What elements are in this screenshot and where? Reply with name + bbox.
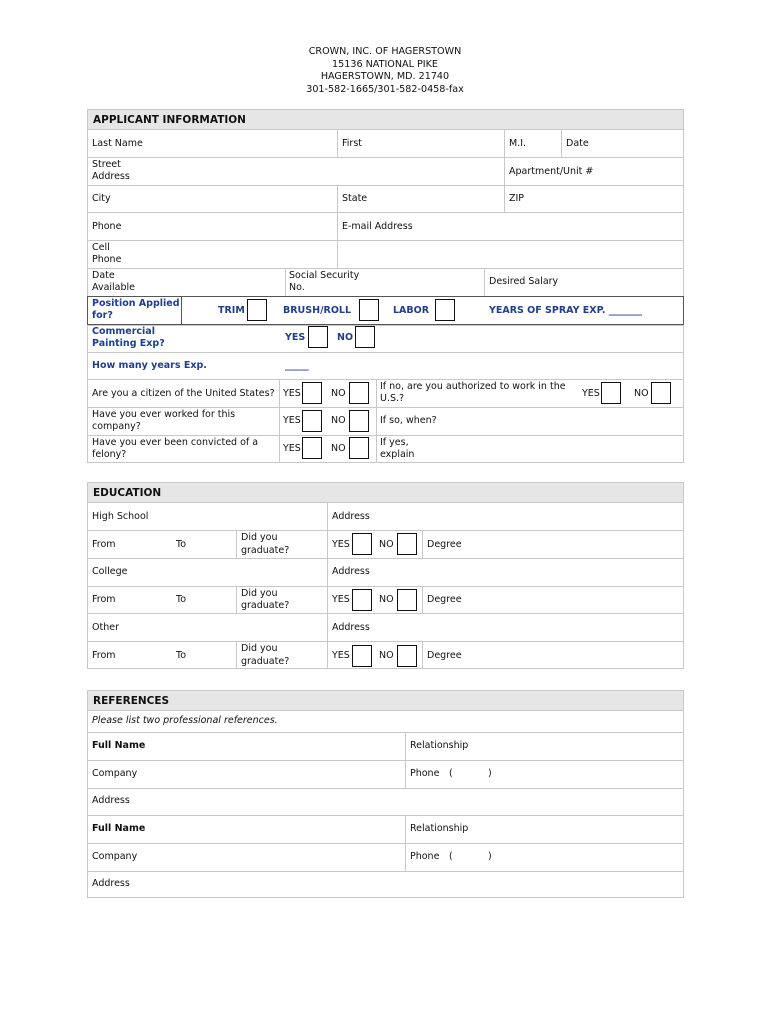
citizen-no-label: NO (331, 388, 346, 399)
company-city: HAGERSTOWN, MD. 21740 (320, 71, 450, 83)
college-from-label: From (92, 594, 116, 605)
street-label: Street (92, 159, 121, 170)
brush-roll-checkbox[interactable] (359, 299, 379, 321)
worked-yes-checkbox[interactable] (302, 410, 322, 432)
other-graduate-label: Did you (241, 643, 278, 654)
col-divider (337, 129, 338, 157)
ref1-phone-label: Phone (410, 768, 440, 779)
apt-label: Apartment/Unit # (509, 166, 594, 177)
row-divider (87, 613, 684, 614)
college-no-label: NO (379, 594, 394, 605)
col-divider (236, 530, 237, 558)
phone-label: Phone (92, 221, 122, 232)
citizen-label: Are you a citizen of the United States? (92, 388, 275, 399)
col-divider (561, 129, 562, 157)
references-section (87, 710, 684, 898)
row-divider (87, 760, 684, 761)
email-label: E-mail Address (342, 221, 413, 232)
applicant-section-title: APPLICANT INFORMATION (87, 109, 684, 130)
address-label: Address (92, 171, 130, 182)
ref1-full-name-label: Full Name (92, 740, 146, 751)
references-note: Please list two professional references. (92, 715, 278, 726)
company-header (0, 46, 770, 96)
ssn-label: Social Security (289, 270, 360, 281)
other-yes-checkbox[interactable] (352, 645, 372, 667)
row-divider (87, 407, 684, 408)
authorized-label: If no, are you authorized to work in the (380, 381, 566, 392)
position-label: Position Applied (92, 298, 180, 309)
col-divider (327, 502, 328, 669)
ref2-company-label: Company (92, 851, 138, 862)
row-divider (87, 435, 684, 436)
labor-checkbox[interactable] (435, 299, 455, 321)
explain-label: If yes, (380, 437, 409, 448)
commercial-yes-checkbox[interactable] (308, 326, 328, 348)
college-to-label: To (176, 594, 187, 605)
col-divider (279, 379, 280, 463)
row-divider (87, 558, 684, 559)
col-divider (376, 379, 377, 463)
spray-exp-label: YEARS OF SPRAY EXP. _______ (489, 305, 643, 316)
convicted-yes-checkbox[interactable] (302, 437, 322, 459)
col-divider (285, 268, 286, 296)
other-graduate-label-2: graduate? (241, 656, 290, 667)
row-divider (87, 325, 684, 326)
other-from-label: From (92, 650, 116, 661)
college-degree-label: Degree (427, 594, 462, 605)
other-no-checkbox[interactable] (397, 645, 417, 667)
ref2-phone-label: Phone (410, 851, 440, 862)
date-label: Date (566, 138, 589, 149)
row-divider (87, 185, 684, 186)
ref1-company-label: Company (92, 768, 138, 779)
company-phone-fax: 301-582-1665/301-582-0458-fax (306, 83, 464, 95)
ref2-relationship-label: Relationship (410, 823, 469, 834)
other-school-label: Other (92, 622, 119, 633)
col-divider (422, 530, 423, 558)
college-label: College (92, 566, 128, 577)
college-no-checkbox[interactable] (397, 589, 417, 611)
desired-salary-label: Desired Salary (489, 276, 559, 287)
ref2-full-name-label: Full Name (92, 823, 146, 834)
college-yes-label: YES (332, 594, 350, 605)
other-no-label: NO (379, 650, 394, 661)
date-available-label-2: Available (92, 282, 136, 293)
row-divider (87, 268, 337, 269)
commercial-label: Commercial (92, 326, 155, 337)
explain-label-2: explain (380, 449, 415, 460)
row-divider (87, 240, 684, 241)
convicted-label: Have you ever been convicted of a (92, 437, 259, 448)
years-exp-blank[interactable]: _____ (285, 360, 309, 371)
col-divider (405, 732, 406, 788)
col-divider (422, 586, 423, 613)
company-name: CROWN, INC. OF HAGERSTOWN (308, 46, 462, 57)
other-yes-label: YES (332, 650, 350, 661)
brush-roll-label: BRUSH/ROLL (283, 305, 352, 316)
education-section-title: EDUCATION (87, 482, 684, 503)
hs-graduate-label-2: graduate? (241, 545, 290, 556)
ref1-phone-paren-close: ) (488, 768, 492, 779)
col-divider (337, 212, 338, 268)
zip-label: ZIP (509, 193, 525, 204)
commercial-yes-label: YES (285, 332, 306, 343)
col-divider (181, 296, 182, 325)
col-divider (504, 185, 505, 212)
convicted-no-checkbox[interactable] (349, 437, 369, 459)
authorized-yes-checkbox[interactable] (601, 382, 621, 404)
college-graduate-label: Did you (241, 588, 278, 599)
other-degree-label: Degree (427, 650, 462, 661)
hs-yes-label: YES (332, 539, 350, 550)
other-to-label: To (176, 650, 187, 661)
worked-no-checkbox[interactable] (349, 410, 369, 432)
worked-yes-label: YES (283, 415, 301, 426)
commercial-no-checkbox[interactable] (355, 326, 375, 348)
college-address-label: Address (332, 566, 370, 577)
first-name-label: First (342, 138, 362, 149)
col-divider (504, 129, 505, 157)
row-divider (87, 157, 684, 158)
college-graduate-label-2: graduate? (241, 600, 290, 611)
citizen-no-checkbox[interactable] (349, 382, 369, 404)
trim-label: TRIM (218, 305, 245, 316)
trim-checkbox[interactable] (247, 299, 267, 321)
when-label: If so, when? (380, 415, 437, 426)
cell-phone-label: Phone (92, 254, 122, 265)
row-divider (87, 586, 684, 587)
state-label: State (342, 193, 368, 204)
ref1-phone-paren-open: ( (449, 768, 453, 779)
hs-graduate-label: Did you (241, 532, 278, 543)
row-divider (87, 843, 684, 844)
ref2-phone-paren-close: ) (488, 851, 492, 862)
convicted-no-label: NO (331, 443, 346, 454)
last-name-label: Last Name (92, 138, 143, 149)
row-divider (87, 641, 684, 642)
citizen-yes-label: YES (283, 388, 301, 399)
row-divider (87, 815, 684, 816)
col-divider (405, 815, 406, 871)
row-divider (87, 212, 684, 213)
commercial-label-2: Painting Exp? (92, 338, 165, 349)
years-exp-label: How many years Exp. (92, 360, 207, 371)
worked-label-2: company? (92, 421, 141, 432)
date-available-label: Date (92, 270, 115, 281)
ref2-phone-paren-open: ( (449, 851, 453, 862)
authorized-label-2: U.S.? (380, 393, 405, 404)
references-section-title: REFERENCES (87, 690, 684, 711)
col-divider (422, 641, 423, 669)
col-divider (236, 586, 237, 613)
row-divider (87, 788, 684, 789)
row-divider (87, 379, 684, 380)
hs-to-label: To (176, 539, 187, 550)
worked-label: Have you ever worked for this (92, 409, 236, 420)
other-address-label: Address (332, 622, 370, 633)
college-yes-checkbox[interactable] (352, 589, 372, 611)
col-divider (236, 641, 237, 669)
authorized-no-label: NO (634, 388, 649, 399)
labor-label: LABOR (393, 305, 430, 316)
cell-label: Cell (92, 242, 110, 253)
worked-no-label: NO (331, 415, 346, 426)
convicted-yes-label: YES (283, 443, 301, 454)
row-divider (87, 352, 684, 353)
ssn-label-2: No. (289, 282, 305, 293)
high-school-address-label: Address (332, 511, 370, 522)
row-divider (87, 732, 684, 733)
convicted-label-2: felony? (92, 449, 127, 460)
row-divider (337, 268, 684, 269)
hs-no-label: NO (379, 539, 394, 550)
col-divider (337, 185, 338, 212)
hs-no-checkbox[interactable] (397, 533, 417, 555)
ref1-relationship-label: Relationship (410, 740, 469, 751)
authorized-no-checkbox[interactable] (651, 382, 671, 404)
col-divider (484, 268, 485, 296)
ref1-address-label: Address (92, 795, 130, 806)
col-divider (504, 157, 505, 185)
high-school-label: High School (92, 511, 149, 522)
authorized-yes-label: YES (582, 388, 600, 399)
hs-yes-checkbox[interactable] (352, 533, 372, 555)
row-divider (87, 530, 684, 531)
company-street: 15136 NATIONAL PIKE (332, 58, 438, 70)
hs-from-label: From (92, 539, 116, 550)
position-label-2: for? (92, 310, 113, 321)
mi-label: M.I. (509, 138, 527, 149)
commercial-no-label: NO (337, 332, 354, 343)
row-divider (87, 871, 684, 872)
hs-degree-label: Degree (427, 539, 462, 550)
citizen-yes-checkbox[interactable] (302, 382, 322, 404)
city-label: City (92, 193, 111, 204)
ref2-address-label: Address (92, 878, 130, 889)
